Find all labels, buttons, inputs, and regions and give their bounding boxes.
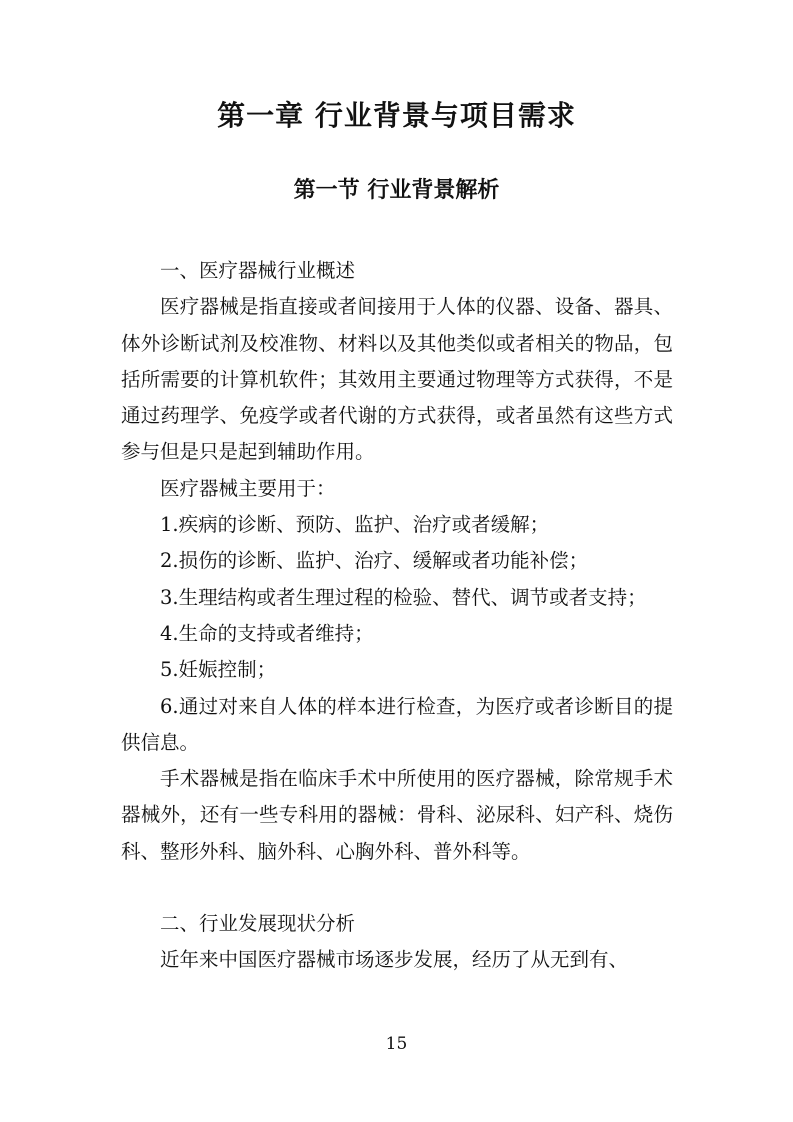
body-text xyxy=(121,253,673,979)
surgical-paragraph: 手术器械是指在临床手术中所使用的医疗器械，除常规手术器械外，还有一些专科用的器械：骨科、泌尿科、妇产科、烧伤科、整形外科、脑外科、心胸外科、普外科等。 xyxy=(121,767,673,863)
use-item-6: 6.通过对来自人体的样本进行检查，为医疗或者诊断目的提供信息。 xyxy=(121,694,673,754)
use-item-3: 3.生理结构或者生理过程的检验、替代、调节或者支持； xyxy=(160,585,647,609)
chapter-title: 第一章 行业背景与项目需求 xyxy=(217,99,576,132)
part2-paragraph: 近年来中国医疗器械市场逐步发展，经历了从无到有、 xyxy=(160,948,629,972)
use-item-2: 2.损伤的诊断、监护、治疗、缓解或者功能补偿； xyxy=(160,549,589,573)
uses-intro: 医疗器械主要用于： xyxy=(160,476,336,500)
section-title: 第一节 行业背景解析 xyxy=(293,178,500,203)
page-number: 15 xyxy=(385,1034,408,1054)
part1-heading: 一、医疗器械行业概述 xyxy=(160,259,356,282)
definition-paragraph: 医疗器械是指直接或者间接用于人体的仪器、设备、器具、体外诊断试剂及校准物、材料以及其他类似或者相关的物品，包括所需要的计算机软件；其效用主要通过物理等方式获得，不是通过药理学、免疫学或者代谢的方式获得，或者虽然有这些方式参与但是只是起到辅助作用。 xyxy=(121,295,673,464)
use-item-4: 4.生命的支持或者维持； xyxy=(160,621,374,645)
use-item-1: 1.疾病的诊断、预防、监护、治疗或者缓解； xyxy=(160,513,550,537)
use-item-5: 5.妊娠控制； xyxy=(160,658,277,682)
part2-heading: 二、行业发展现状分析 xyxy=(160,912,356,936)
